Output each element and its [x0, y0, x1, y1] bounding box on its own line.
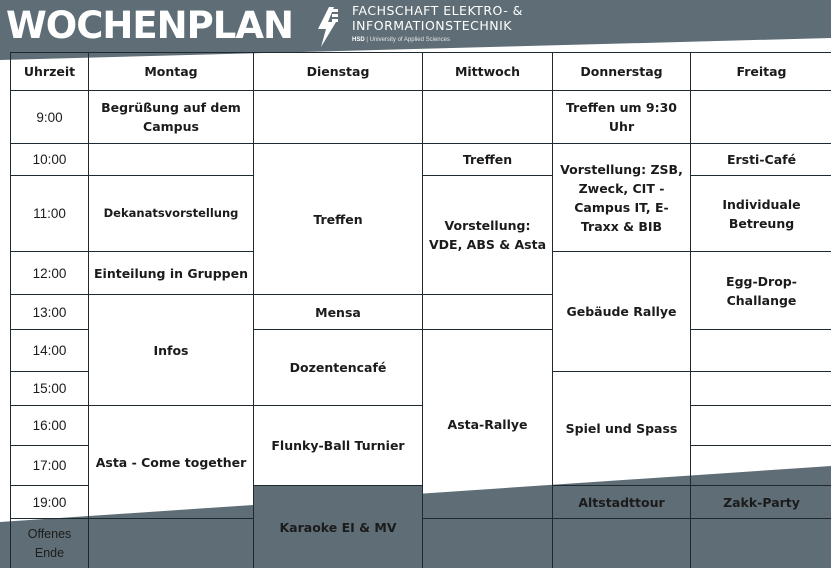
time-cell: 14:00	[11, 330, 89, 372]
col-header-dienstag: Dienstag	[254, 53, 423, 91]
table-row	[11, 91, 831, 144]
event-cell: Individuale Betreung	[691, 176, 831, 252]
event-cell: Gebäude Rallye	[553, 252, 691, 372]
event-cell: Mensa	[254, 295, 423, 330]
event-cell: Treffen um 9:30 Uhr	[553, 91, 691, 144]
university-abbr: HSD	[352, 37, 365, 43]
page-title: WOCHENPLAN	[6, 4, 293, 47]
table-row	[11, 406, 831, 446]
time-cell: 12:00	[11, 252, 89, 295]
time-cell: 10:00	[11, 144, 89, 176]
schedule-table	[10, 52, 831, 568]
empty-cell	[691, 330, 831, 372]
empty-cell	[691, 372, 831, 406]
event-cell: Asta-Rallye	[423, 330, 553, 519]
header	[0, 0, 831, 52]
event-cell: Begrüßung auf dem Campus	[89, 91, 254, 144]
event-cell: Flunky-Ball Turnier	[254, 406, 423, 486]
time-cell: Offenes Ende	[11, 519, 89, 568]
event-cell: Infos	[89, 295, 254, 406]
empty-cell	[691, 446, 831, 486]
col-header-donnerstag: Donnerstag	[553, 53, 691, 91]
time-cell: 17:00	[11, 446, 89, 486]
org-name-line1: FACHSCHAFT ELEKTRO- &	[352, 3, 523, 18]
empty-cell	[691, 519, 831, 568]
event-cell: Ersti-Café	[691, 144, 831, 176]
empty-cell	[691, 91, 831, 144]
event-cell: Egg-Drop-Challange	[691, 252, 831, 330]
event-cell: Altstadttour	[553, 486, 691, 519]
event-cell: Treffen	[423, 144, 553, 176]
header-row	[11, 53, 831, 91]
org-name-line2: INFORMATIONSTECHNIK	[352, 18, 512, 33]
event-cell: Dekanatsvorstellung	[89, 176, 254, 252]
event-cell: Asta - Come together	[89, 406, 254, 519]
empty-cell	[423, 519, 553, 568]
empty-cell	[89, 144, 254, 176]
event-cell: Einteilung in Gruppen	[89, 252, 254, 295]
table-row	[11, 144, 831, 176]
empty-cell	[254, 91, 423, 144]
event-cell: Spiel und Spass	[553, 372, 691, 486]
university-name: University of Applied Sciences	[369, 37, 450, 43]
col-header-freitag: Freitag	[691, 53, 831, 91]
time-cell: 13:00	[11, 295, 89, 330]
time-cell: 9:00	[11, 91, 89, 144]
time-cell: 15:00	[11, 372, 89, 406]
event-cell: Vorstellung: ZSB, Zweck, CIT - Campus IT, E-Traxx & BIB	[553, 144, 691, 252]
time-cell: 19:00	[11, 486, 89, 519]
empty-cell	[691, 406, 831, 446]
event-cell: Treffen	[254, 144, 423, 295]
empty-cell	[553, 519, 691, 568]
time-cell: 16:00	[11, 406, 89, 446]
event-cell: Vorstellung: VDE, ABS & Asta	[423, 176, 553, 295]
empty-cell	[423, 295, 553, 330]
empty-cell	[423, 91, 553, 144]
time-cell: 11:00	[11, 176, 89, 252]
lightning-bolt-icon	[314, 6, 340, 48]
col-header-mittwoch: Mittwoch	[423, 53, 553, 91]
col-header-montag: Montag	[89, 53, 254, 91]
event-cell: Zakk-Party	[691, 486, 831, 519]
event-cell: Dozentencafé	[254, 330, 423, 406]
col-header-uhrzeit: Uhrzeit	[11, 53, 89, 91]
university-logo: HSD | University of Applied Sciences	[352, 37, 450, 43]
empty-cell	[89, 519, 254, 568]
event-cell: Karaoke EI & MV	[254, 486, 423, 568]
